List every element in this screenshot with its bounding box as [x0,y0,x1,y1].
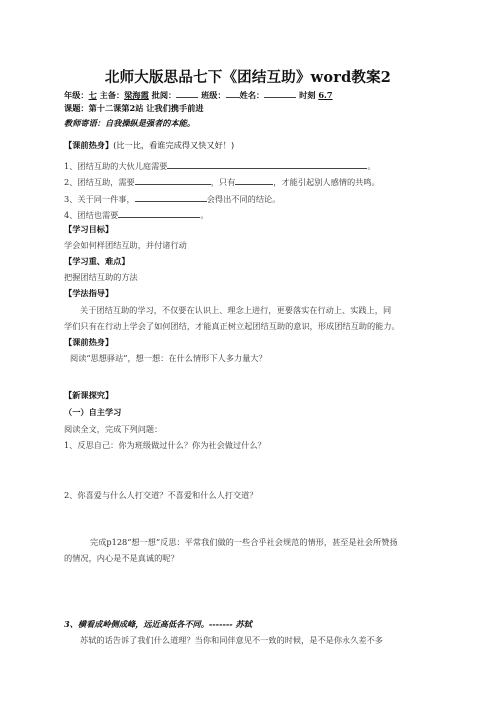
grade-value: 七 [88,90,97,100]
prelearn-subheading: (比一比，看谁完成得又快又好！) [113,140,235,150]
method-text-line-1: 关于团结互助的学习，不仅要在认识上、理念上进行，更要落实在行动上、实践上，同 [80,305,392,315]
key-heading: 【学习重、难点】 [64,256,130,266]
question-1-end: 。 [367,161,376,171]
question-1-text: 1、团结互助的大伙儿庭需要 [64,161,168,171]
poem-quote: 3、横看成岭侧成峰，远近高低各不同。------- 苏轼 [64,619,252,629]
time-value: 6.7 [318,90,333,100]
question-3-text-b: 会得出不同的结论。 [206,194,281,204]
approve-blank [176,89,198,98]
subject-label: 主备： [99,90,125,100]
question-2-text-b: ，只有 [210,177,236,187]
question-4-blank [118,209,200,218]
method-heading: 【学法指导】 [64,288,114,298]
teacher-words: 教师寄语：自我操纵是强者的本能。 [64,118,196,128]
question-4-end: 。 [200,210,209,220]
question-2-blank-2 [235,176,273,185]
self-study-intro: 阅读全文，完成下列问题： [64,424,163,434]
question-3-text-a: 3、关于同一件事， [64,194,135,204]
self-study-question-1: 1、反思自己：你为班级做过什么？你为社会做过什么？ [64,440,266,450]
reflection-line-2: 的情况，内心是不是真诚的呢？ [64,553,179,563]
approve-label: 批阅： [151,90,177,100]
self-study-heading: （一）自主学习 [64,407,122,417]
key-text: 把握团结互助的方法 [64,272,138,282]
question-1-blank [167,160,367,169]
subject-value: 梁海霞 [124,90,149,100]
grade-label: 年级： [64,90,89,100]
question-1 [64,160,376,172]
question-2 [64,176,380,188]
poem-question: 苏轼的话告诉了我们什么道理？当你和同伴意见不一致的时候，是不是你永久差不多 [80,635,383,645]
prelearn-heading-line [64,140,234,151]
question-4 [64,209,209,221]
warmup-text: 阅读“思想驿站”，想一想：在什么情形下人多力量大？ [70,353,267,363]
name-label: 姓名： [239,90,265,100]
reflection-line-1: 完成p128“想一想”反思：平常我们做的一些合乎社会规范的情形，甚至是社会所赞扬 [90,537,398,547]
class-label: 班级： [201,90,226,100]
explore-heading: 【新课探究】 [64,390,114,400]
warmup-heading: 【课前热身】 [64,337,114,347]
self-study-question-2: 2、你喜爱与什么人打交道？不喜爱和什么人打交道？ [64,490,258,500]
goal-text: 学会如何样团结互助，并付诸行动 [64,240,187,250]
method-text-line-2: 学们只有在行动上学会了如何团结，才能真正树立起团结互助的意识，形成团结互助的能力。 [64,321,400,331]
document-title: 北师大版思品七下《团结互助》word教案2 [104,69,392,86]
lesson-topic: 课题：第十二课第2站 让我们携手前进 [64,103,204,113]
question-4-text: 4、团结也需要 [64,210,119,220]
question-3 [64,193,280,205]
prelearn-heading: 【课前热身】 [64,140,114,150]
time-label: 时刻 [299,90,316,100]
question-2-text-c: ，才能引起别人感情的共鸣。 [273,177,380,187]
question-2-blank-1 [135,176,211,185]
header-info-line [64,89,333,101]
question-2-text-a: 2、团结互助，需要 [64,177,135,187]
name-blank [264,89,296,98]
goal-heading: 【学习目标】 [64,224,114,234]
question-3-blank [135,193,207,202]
class-blank [226,89,240,98]
